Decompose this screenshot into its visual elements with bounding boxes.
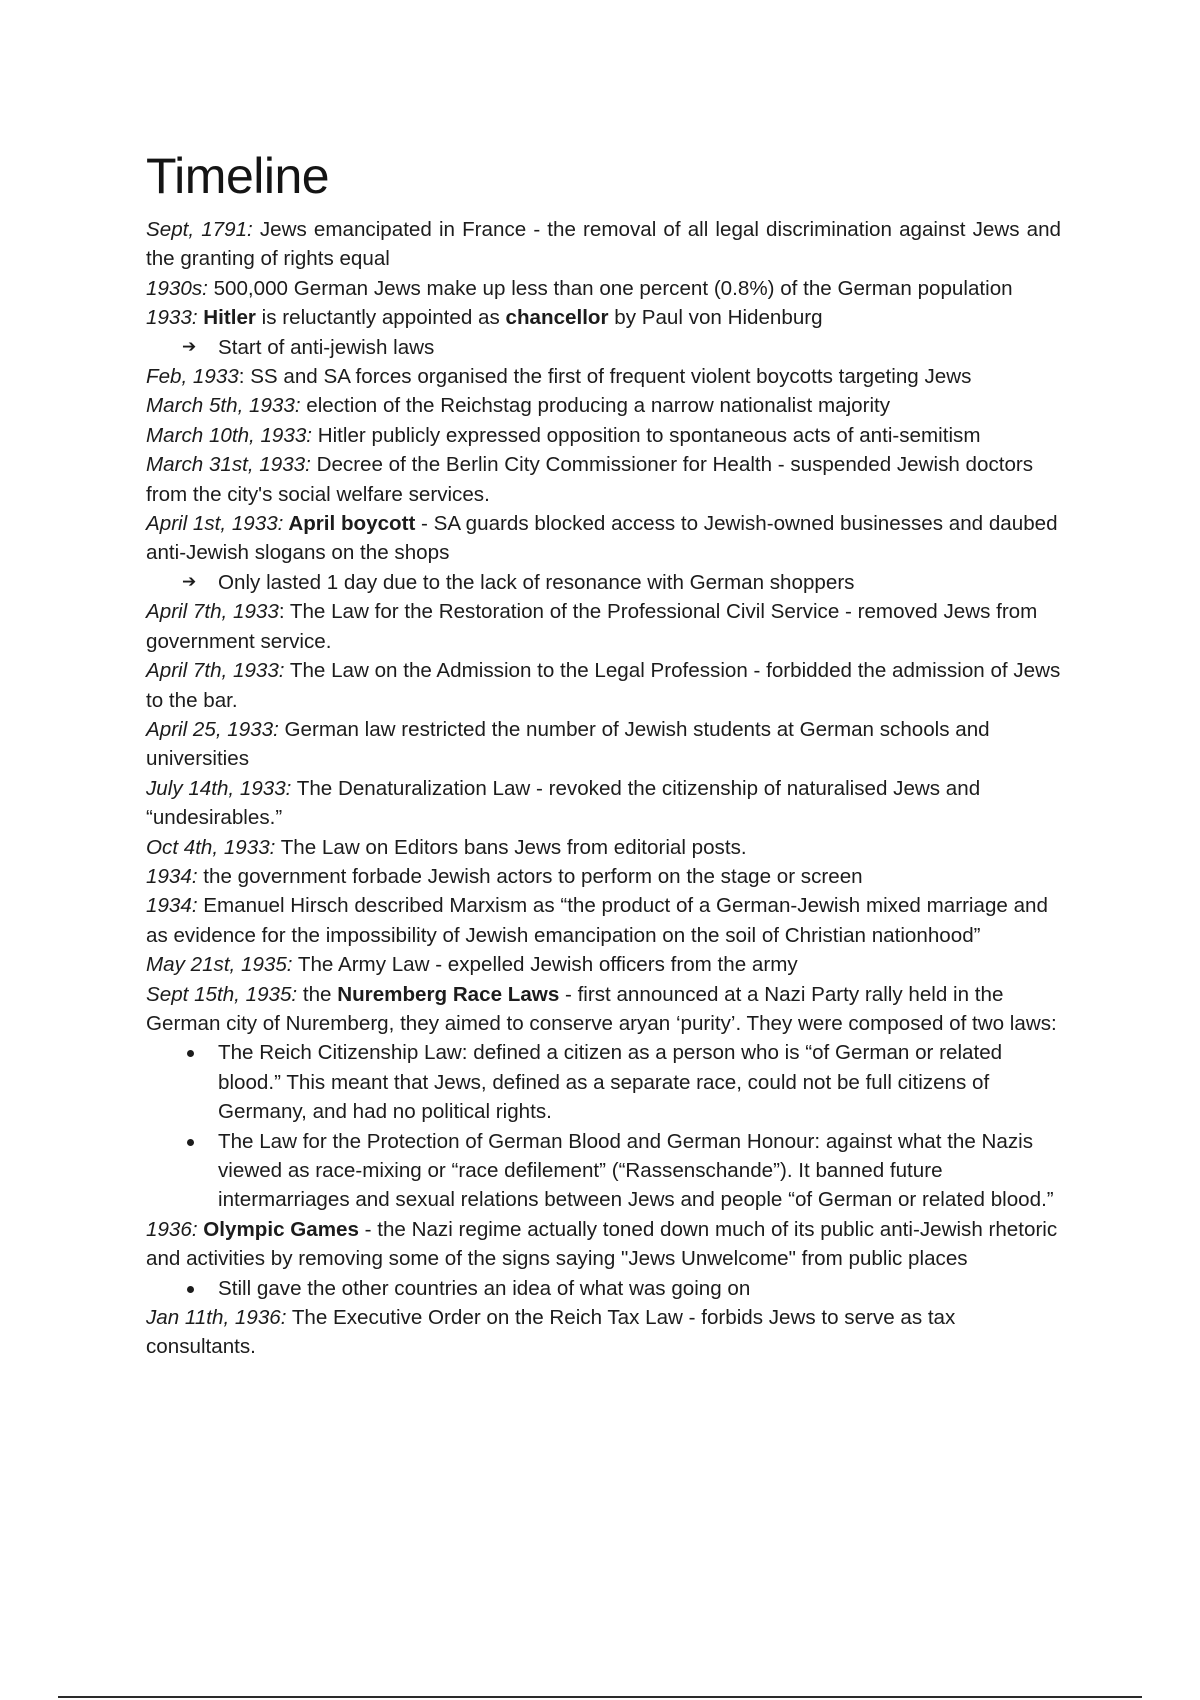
bullet-list-item: [146, 1274, 1061, 1303]
entry-bold-text: April boycott: [283, 512, 416, 536]
timeline-entry: [146, 391, 1061, 420]
entry-bold-text: chancellor: [505, 306, 609, 330]
entry-date: Sept, 1791:: [146, 218, 253, 241]
document-page: [146, 145, 1061, 1362]
entry-date: 1933:: [146, 306, 198, 330]
entry-date: 1936:: [146, 1217, 198, 1241]
entry-date: Feb, 1933: [146, 365, 239, 389]
timeline-entry: [146, 303, 1061, 332]
entry-date: 1934:: [146, 864, 198, 888]
entry-text: Jews emancipated in France - the removal of all legal discrimination against Jews and the granting of rights equal: [146, 218, 1062, 271]
entry-text: Hitler publicly expressed opposition to spontaneous acts of anti-semitism: [312, 423, 981, 447]
bullet-icon: [187, 1050, 194, 1057]
entry-date: April 7th, 1933: [146, 600, 279, 624]
entry-text: The Law for the Protection of German Blood and German Honour: against what the Nazis viewed as race-mixing or “race defilement” (“Rassenschande”). It banned future intermarriages and sexual relations between Jews and people “of German or related blood.”: [218, 1129, 1054, 1212]
arrow-list-item: [146, 568, 1061, 597]
entry-date: 1930s:: [146, 276, 208, 300]
entry-bold-text: Nuremberg Race Laws: [337, 982, 560, 1006]
timeline-entry: [146, 774, 1061, 833]
entry-text: the government forbade Jewish actors to perform on the stage or screen: [197, 864, 863, 888]
entry-date: April 7th, 1933:: [146, 659, 285, 683]
entry-date: April 1st, 1933:: [146, 512, 284, 536]
page-footer-rule: [58, 1696, 1142, 1698]
entry-text: The Executive Order on the Reich Tax Law - forbids Jews to serve as tax consultants.: [146, 1306, 956, 1359]
entry-text: : SS and SA forces organised the first of frequent violent boycotts targeting Jews: [238, 365, 972, 389]
entry-text: : The Law for the Restoration of the Professional Civil Service - removed Jews from government service.: [146, 600, 1038, 653]
entry-date: March 31st, 1933:: [146, 453, 311, 477]
bullet-icon: [187, 1286, 194, 1293]
entry-text: - the Nazi regime actually toned down much of its public anti-Jewish rhetoric and activities by removing some of the signs saying "Jews Unwelcome" from public places: [146, 1217, 1058, 1271]
entry-text: Emanuel Hirsch described Marxism as “the product of a German-Jewish mixed marriage and as evidence for the impossibility of Jewish emancipation on the soil of Christian nationhood”: [146, 894, 1048, 947]
page-title: Timeline: [146, 148, 330, 204]
entry-date: March 5th, 1933:: [146, 394, 301, 418]
entry-text: Only lasted 1 day due to the lack of resonance with German shoppers: [218, 570, 855, 594]
entry-text: The Law on the Admission to the Legal Profession - forbidded the admission of Jews to the bar.: [146, 659, 1061, 712]
timeline-entry: [146, 274, 1061, 303]
timeline-entry: [146, 362, 1061, 391]
timeline-entry: [146, 450, 1061, 509]
entry-text: The Reich Citizenship Law: defined a citizen as a person who is “of German or related blood.” This meant that Jews, defined as a separate race, could not be full citizens of Germany, and had no political rights.: [218, 1041, 1003, 1124]
entry-bold-text: Olympic Games: [197, 1217, 359, 1241]
entry-text: - SA guards blocked access to Jewish-owned businesses and daubed anti-Jewish slogans on the shops: [146, 512, 1058, 565]
timeline-entry: [146, 656, 1061, 715]
entry-text: by Paul von Hidenburg: [608, 306, 823, 330]
timeline-entry: [146, 1303, 1061, 1362]
timeline-entry: [146, 509, 1061, 568]
timeline-entry: [146, 950, 1061, 979]
entry-text: 500,000 German Jews make up less than one percent (0.8%) of the German population: [207, 276, 1013, 300]
timeline-entries: [146, 215, 1061, 1362]
entry-date: April 25, 1933:: [146, 717, 279, 741]
arrow-list-item: [146, 333, 1061, 362]
entry-text: Decree of the Berlin City Commissioner for Health - suspended Jewish doctors from the city's social welfare services.: [146, 453, 1034, 506]
entry-text: election of the Reichstag producing a narrow nationalist majority: [300, 394, 891, 418]
entry-date: 1934:: [146, 894, 198, 918]
timeline-entry: [146, 215, 1061, 274]
bullet-list-item: [146, 1127, 1061, 1215]
entry-text: The Law on Editors bans Jews from editorial posts.: [275, 835, 747, 859]
arrow-right-icon: ➔: [182, 571, 197, 592]
timeline-entry: [146, 715, 1061, 774]
entry-text: The Denaturalization Law - revoked the citizenship of naturalised Jews and “undesirables.”: [146, 776, 981, 830]
timeline-entry: [146, 1215, 1061, 1274]
timeline-entry: [146, 833, 1061, 862]
entry-text: - first announced at a Nazi Party rally held in the German city of Nuremberg, they aimed to conserve aryan ‘purity’. They were composed of two laws:: [146, 982, 1057, 1035]
entry-date: March 10th, 1933:: [146, 423, 312, 447]
entry-text: Still gave the other countries an idea of what was going on: [218, 1276, 751, 1300]
timeline-entry: [146, 891, 1061, 950]
entry-text: The Army Law - expelled Jewish officers from the army: [292, 953, 798, 977]
bullet-list-item: [146, 1038, 1061, 1126]
entry-date: Jan 11th, 1936:: [146, 1306, 287, 1330]
entry-date: July 14th, 1933:: [146, 776, 292, 800]
entry-text: is reluctantly appointed as: [255, 306, 506, 330]
bullet-icon: [187, 1139, 194, 1146]
entry-text: German law restricted the number of Jewish students at German schools and universities: [146, 717, 990, 771]
arrow-right-icon: ➔: [182, 336, 197, 357]
entry-text: the: [297, 982, 338, 1006]
timeline-entry: [146, 597, 1061, 656]
entry-date: May 21st, 1935:: [146, 953, 293, 977]
entry-text: Start of anti-jewish laws: [218, 335, 435, 359]
timeline-entry: [146, 862, 1061, 891]
entry-date: Oct 4th, 1933:: [146, 835, 276, 859]
timeline-entry: [146, 421, 1061, 450]
entry-date: Sept 15th, 1935:: [146, 982, 298, 1006]
timeline-entry: [146, 980, 1061, 1039]
entry-bold-text: Hitler: [203, 306, 256, 330]
